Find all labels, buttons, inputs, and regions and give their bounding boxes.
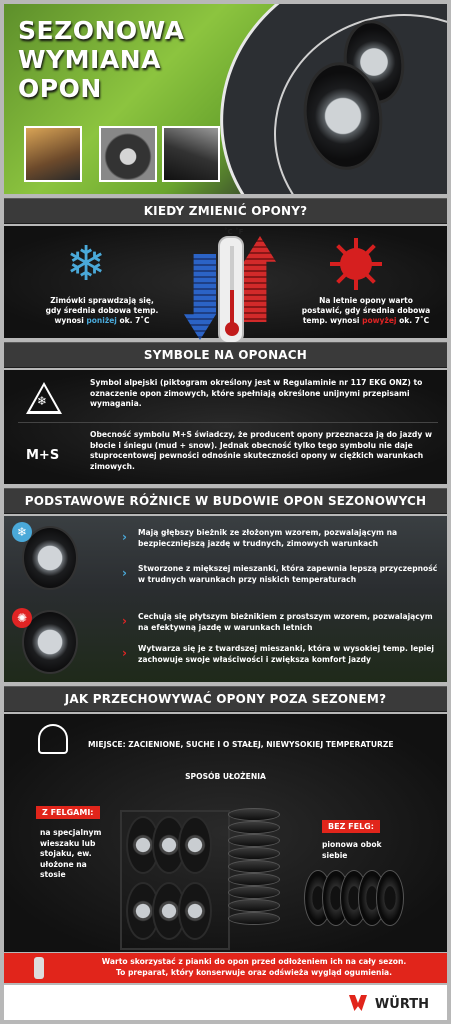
thermometer-units: ˚C ˚F [224,228,244,236]
snowflake-icon: ❄ [12,522,32,542]
chevron-right-icon: › [122,646,127,660]
ms-symbol-text: Obecność symbolu M+S świadczy, że producent opony przeznacza ją do jazdy w błocie i śniegu (mud + snow). Jednak obecność tylko tego symbolu nie daje stuprocentowej pewności odnośnie skuteczności opony w ciężkich warunkach zimowych. [90,430,432,471]
arrow-up-icon [244,236,276,322]
tire-rack-image [120,810,230,950]
sun-icon: ✺ [12,608,32,628]
hero-banner [4,4,447,194]
without-rims-tag: BEZ FELG: [322,820,380,833]
alpine-symbol-text: Symbol alpejski (piktogram określony jest w Regulaminie nr 117 EKG ONZ) to oznaczenie opon zimowych, które spełniają określone unijnymi przepisami wymagania. [90,378,423,408]
mechanic-photo [24,126,82,182]
section-title: KIEDY ZMIENIĆ OPONY? [143,204,308,218]
wurth-logo-icon [349,995,367,1011]
hero-title [18,16,184,103]
footer [4,985,447,1020]
summer-difference-2: Wytwarza się je z twardszej mieszanki, która w wysokiej temp. lepiej zachowuje swoje właściwości i zwiększa komfort jazdy [138,644,435,664]
hero-title-line: OPON [18,74,102,103]
summer-caption: Na letnie opony warto postawić, gdy średnia dobowa temp. wynosi powyżej ok. 7˚C [301,296,431,325]
brand-name: WÜRTH [374,997,429,1012]
hero-title-line: SEZONOWA [18,16,185,45]
storage-method-title: SPOSÓB UŁOŻENIA [185,772,266,781]
differences-panel [4,516,447,682]
storage-place-text: MIEJSCE: ZACIENIONE, SUCHE I O STAŁEJ, NIEWYSOKIEJ TEMPERATURZE [88,740,394,749]
wrench-photo [162,126,220,182]
section-title: JAK PRZECHOWYWAĆ OPONY POZA SEZONEM? [64,692,387,706]
winter-difference-2: Stworzone z miększej mieszanki, która zapewnia lepszą przyczepność w trudnych warunkach przy niskich temperaturach [138,564,438,584]
section-header-storage [4,686,447,712]
snowflake-icon: ❄ [66,236,107,292]
hero-title-line: WYMIANA [18,45,161,74]
section-header-differences [4,488,447,514]
when-panel [4,226,447,338]
with-rims-text: na specjalnym wieszaku lub stojaku, ew. ułożone na stosie [40,828,102,879]
with-rims-tag: Z FELGAMI: [36,806,100,819]
winter-difference-1: Mają głębszy bieżnik ze złożonym wzorem, pozwalającym na bezpieczniejszą jazdę w trudnych, zimowych warunkach [138,528,398,548]
section-title: SYMBOLE NA OPONACH [143,348,308,362]
chevron-right-icon: › [122,614,127,628]
without-rims-text: pionowa obok siebie [322,840,382,860]
tip-bar [4,953,447,983]
summer-difference-1: Cechują się płytszym bieżnikiem z prostszym wzorem, pozwalającym na efektywną jazdę w warunkach letnich [138,612,433,632]
chevron-right-icon: › [122,566,127,580]
ms-symbol-label: M+S [26,448,60,463]
winter-caption: Zimówki sprawdzają się, gdy średnia dobowa temp. wynosi poniżej ok. 7˚C [45,296,159,325]
tip-text: Warto skorzystać z pianki do opon przed odłożeniem ich na cały sezon. To preparat, który konserwuje oraz odświeża wygląd ogumienia. [101,957,407,977]
shelter-icon [38,724,68,754]
arrow-down-icon [184,254,216,340]
storage-panel [4,714,447,952]
foam-can-icon [34,957,44,979]
symbols-panel [4,370,447,484]
section-header-when [4,198,447,224]
section-header-symbols [4,342,447,368]
alpine-symbol-icon: ❄ [26,382,62,414]
sun-icon [330,238,382,290]
wheel-photo [99,126,157,182]
thermometer-icon [218,236,244,344]
chevron-right-icon: › [122,530,127,544]
section-title: PODSTAWOWE RÓŻNICE W BUDOWIE OPON SEZONOWYCH [24,494,427,508]
divider [18,422,438,423]
